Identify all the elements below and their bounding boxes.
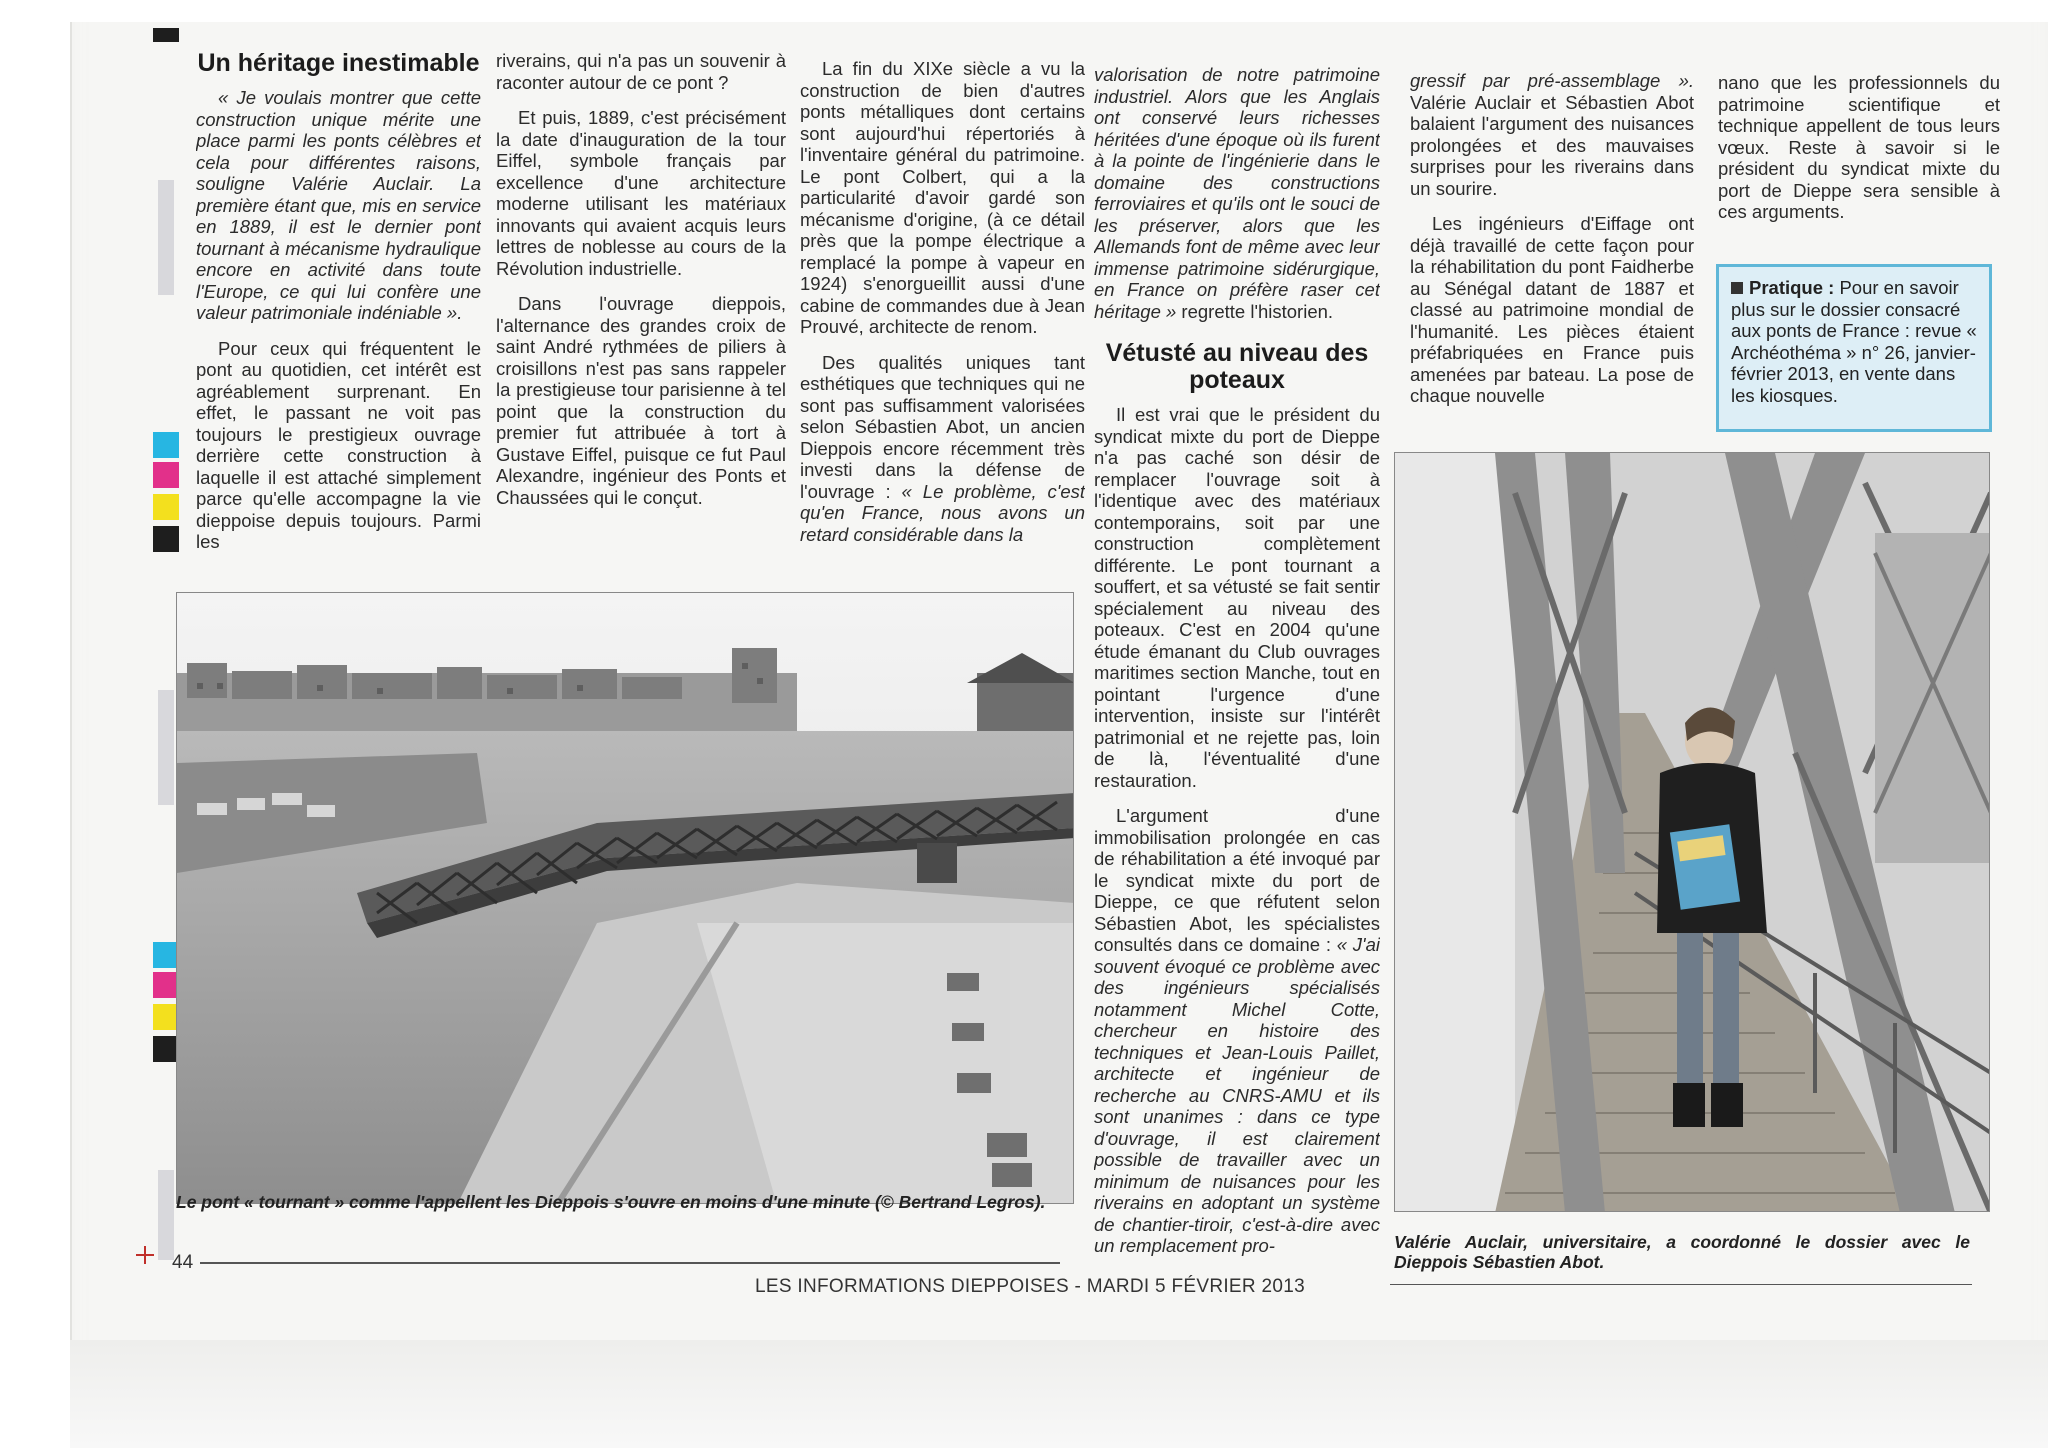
- article-column-1: [196, 50, 481, 570]
- registration-mark-cyan: [153, 432, 179, 458]
- article-text: L'argument d'une immobilisation prolongée en cas de réhabilitation a été invoqué par le syndicat mixte du port de Dieppe, ce que réfutent selon Sébastien Abot, les spécialistes consultés dans ce domaine :: [1094, 805, 1380, 955]
- photo-valerie-auclair: [1394, 452, 1990, 1212]
- square-bullet-icon: [1731, 282, 1743, 294]
- registration-mark-magenta: [153, 462, 179, 488]
- registration-mark-black: [153, 526, 179, 552]
- bridge-walkway-illustration: [1395, 453, 1990, 1212]
- pratique-text: Pour en savoir plus sur le dossier consacré aux ponts de France : revue « Archéothéma » n° 26, janvier-février 2013, en vente dans les kiosques.: [1731, 277, 1977, 406]
- article-paragraph: Et puis, 1889, c'est précisément la date d'inauguration de la tour Eiffel, symbole français par excellence d'une architecture moderne utilisant les matériaux innovants qui avaient acquis leurs lettres de noblesse au cours de la Révolution industrielle.: [496, 107, 786, 279]
- article-paragraph: nano que les professionnels du patrimoine scientifique et technique appellent de tous leurs vœux. Reste à savoir si le président du syndicat mixte du port de Dieppe sera sensible à ces arguments.: [1718, 72, 2000, 222]
- article-text: regrette l'historien.: [1176, 300, 1334, 322]
- photo-swing-bridge: [176, 592, 1074, 1204]
- crop-mark-icon: [136, 1246, 154, 1264]
- section-heading-heritage: Un héritage inestimable: [197, 50, 480, 77]
- article-paragraph: Il est vrai que le président du syndicat mixte du port de Dieppe n'a pas caché son désir de remplacer l'ouvrage soit à l'identique avec des matériaux contemporains, soit par une construction complètement différente. Le pont tournant a souffert, et sa vétusté se fait sentir spécialement au niveau des poteaux. C'est en 2004 qu'une étude émanant du Club ouvrages maritimes section Manche, tout en pointant l'urgence d'une intervention, insiste sur l'intérêt patrimonial et ne rejette pas, loin de là, l'éventualité d'une restauration.: [1094, 404, 1380, 791]
- photo-caption-right: Valérie Auclair, universitaire, a coordonné le dossier avec le Dieppois Sébastien Abot.: [1394, 1232, 1970, 1272]
- article-column-6: [1718, 72, 2000, 242]
- article-text: Des qualités uniques tant esthétiques que techniques qui ne sont pas suffisamment valorisées selon Sébastien Abot, un ancien Dieppois encore récemment très investi dans la défense de l'ouvrage :: [800, 351, 1085, 502]
- pratique-info-box: [1716, 264, 1992, 432]
- quote-text: « Le problème, c'est qu'en France, nous avons un retard considérable dans la: [800, 480, 1085, 545]
- article-column-4: [1094, 64, 1380, 1274]
- article-paragraph: Dans l'ouvrage dieppois, l'alternance des grandes croix de saint André rythmées de piliers à croisillons n'est pas sans rappeler la prestigieuse tour parisienne à tel point que la construction du premier fut attribuée à tort à Gustave Eiffel, puisque ce fut Paul Alexandre, ingénieur des Ponts et Chaussées qui le conçut.: [496, 293, 786, 508]
- section-heading-vetuste: Vétusté au niveau des poteaux: [1105, 339, 1369, 394]
- article-column-5: [1410, 70, 1694, 430]
- page-number: 44: [172, 1252, 194, 1273]
- article-paragraph: riverains, qui n'a pas un souvenir à raconter autour de ce pont ?: [496, 50, 786, 93]
- article-paragraph: Les ingénieurs d'Eiffage ont déjà travaillé de cette façon pour la réhabilitation du pont Faidherbe au Sénégal datant de 1887 et classé au patrimoine mondial de l'humanité. Les pièces étaient préfabriquées en France puis amenées par bateau. La pose de chaque nouvelle: [1410, 213, 1694, 406]
- article-paragraph: Pour ceux qui fréquentent le pont au quotidien, cet intérêt est agréablement surprenant. En effet, le passant ne voit pas toujours le prestigieux ouvrage derrière cette construction à laquelle il est attaché simplement parce qu'elle accompagne la vie dieppoise depuis toujours. Parmi les: [196, 337, 481, 552]
- quote-text: valorisation de notre patrimoine industriel. Alors que les Anglais ont conservé leurs richesses héritées d'une époque où ils furent à la pointe de l'ingénierie dans le domaine des constructions ferroviaires et qu'ils ont le souci de les préserver, alors que les Allemands font de même avec leur immense patrimoine sidérurgique, en France on préfère raser cet héritage »: [1094, 64, 1380, 322]
- registration-bar: [158, 180, 174, 295]
- quote-text: gressif par pré-assemblage ».: [1410, 70, 1694, 91]
- registration-bar: [158, 1170, 174, 1260]
- article-text: Valérie Auclair et Sébastien Abot balaient l'argument des nuisances prolongées et des mauvaises surprises pour les riverains dans un sourire.: [1410, 91, 1694, 199]
- swing-bridge-illustration: [177, 593, 1074, 1204]
- article-paragraph: [800, 352, 1085, 546]
- quote-text: « J'ai souvent évoqué ce problème avec des ingénieurs spécialisés notamment Michel Cotte, chercheur en histoire des techniques et Jean-Louis Paillet, architecte et ingénieur de recherche au CNRS-AMU et ils sont unanimes : dans ce type d'ouvrage, il est clairement possible de travailler avec un minimum de nuisances pour les riverains en adoptant un système de chantier-tiroir, c'est-à-dire avec un remplacement pro-: [1094, 934, 1380, 1256]
- photo-caption-left: Le pont « tournant » comme l'appellent les Dieppois s'ouvre en moins d'une minute (© Bertrand Legros).: [176, 1192, 1046, 1212]
- page-fold-shadow: [70, 1340, 2048, 1448]
- registration-mark-yellow: [153, 494, 179, 520]
- pratique-label: Pratique :: [1749, 277, 1835, 298]
- article-paragraph: La fin du XIXe siècle a vu la construction de bien d'autres ponts métalliques dont certains sont aujourd'hui répertoriés à l'inventaire général du patrimoine. Le pont Colbert, qui a la particularité d'avoir gardé son mécanisme d'origine, (à ce détail près que la pompe électrique a remplacé la pompe à vapeur en 1924) s'enorgueillit aussi d'une cabine de commandes due à Jean Prouvé, architecte de renom.: [800, 58, 1085, 337]
- footer-masthead: LES INFORMATIONS DIEPPOISES - MARDI 5 FÉVRIER 2013: [755, 1276, 1305, 1297]
- article-paragraph: « Je voulais montrer que cette construction unique mérite une place parmi les ponts célèbres et cela pour différentes raisons, souligne Valérie Auclair. La première étant que, mis en service en 1889, il est le dernier pont tournant à mécanisme hydraulique encore en activité dans toute l'Europe, ce qui lui confère une valeur patrimoniale indéniable ».: [196, 87, 481, 323]
- registration-bar: [158, 690, 174, 805]
- footer-rule: [200, 1262, 1060, 1264]
- article-column-2: [496, 50, 786, 570]
- registration-mark-black-top: [153, 28, 179, 42]
- article-column-3: [800, 58, 1085, 578]
